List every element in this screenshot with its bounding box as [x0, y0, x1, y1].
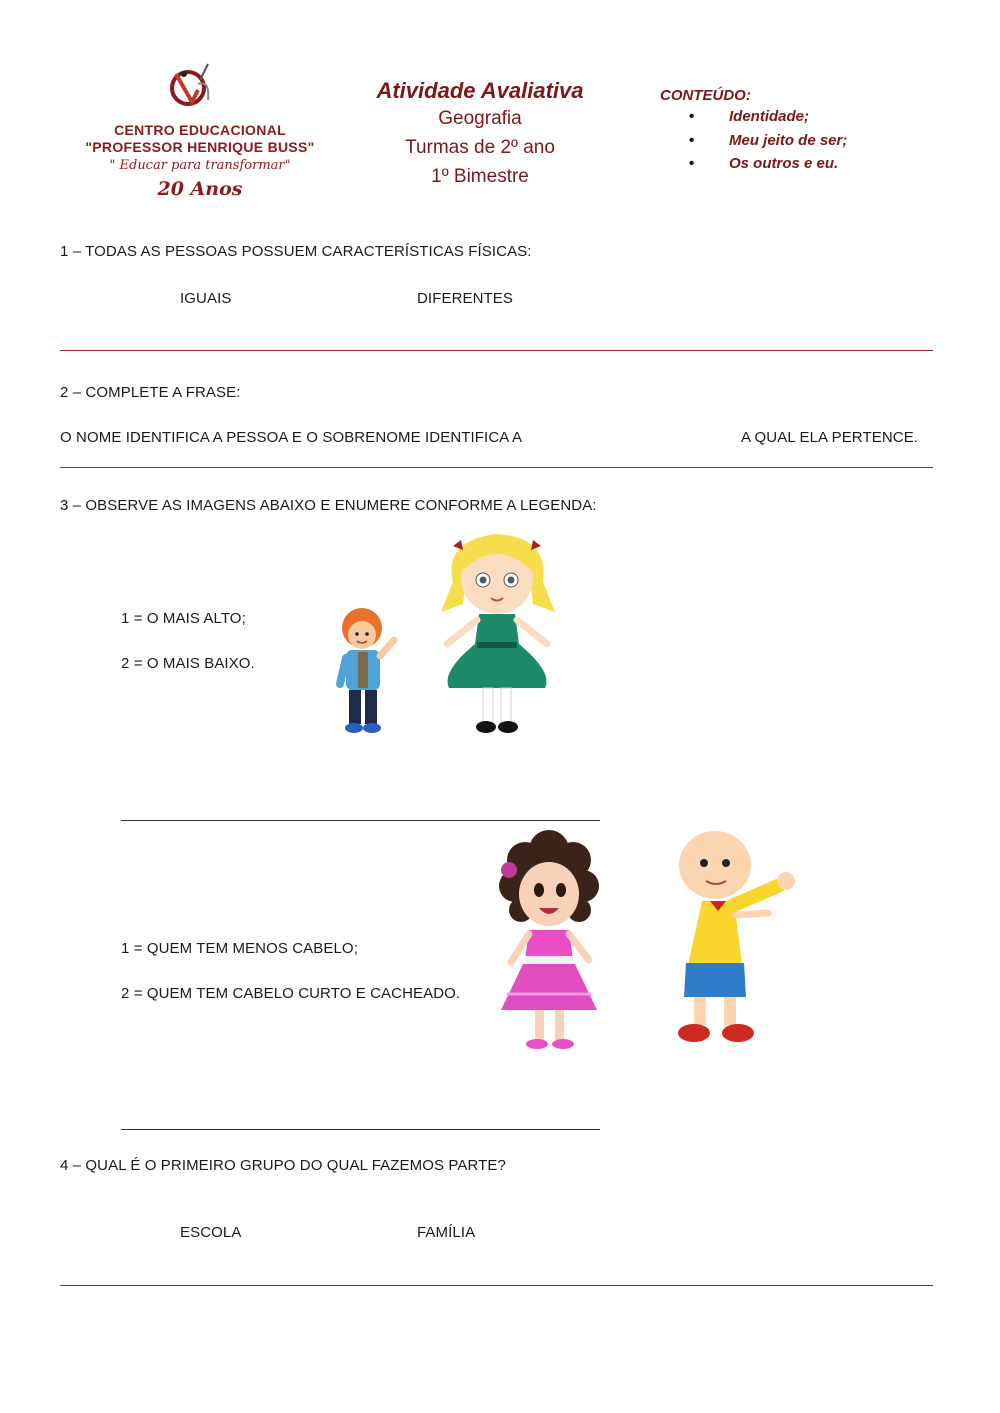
subject: Geografia: [438, 108, 522, 129]
q4-prompt: 4 – QUAL É O PRIMEIRO GRUPO DO QUAL FAZEMOS PARTE?: [60, 1157, 506, 1174]
content-box: [660, 87, 950, 176]
school-motto: " Educar para transformar": [109, 158, 291, 173]
bullet-icon: •: [689, 108, 695, 125]
school-name-line1: CENTRO EDUCACIONAL: [114, 122, 286, 138]
q1-prompt: 1 – TODAS AS PESSOAS POSSUEM CARACTERÍSTICAS FÍSICAS:: [60, 243, 532, 260]
header-center: [340, 78, 620, 191]
bald-boy-illustration: [660, 825, 840, 1055]
divider: [60, 467, 933, 468]
school-name-line2: "PROFESSOR HENRIQUE BUSS": [85, 139, 315, 155]
q3a-answer-line[interactable]: [121, 820, 600, 821]
bullet-icon: •: [689, 131, 695, 149]
grade: Turmas de 2º ano: [405, 137, 555, 158]
q3b-legend-1: 1 = QUEM TEM MENOS CABELO;: [121, 940, 358, 957]
content-item: • Identidade;: [689, 105, 950, 129]
curly-hair-girl-illustration: [485, 830, 610, 1055]
content-item: • Meu jeito de ser;: [689, 129, 950, 153]
q1-option-diferentes[interactable]: DIFERENTES: [417, 290, 514, 307]
q1-option-iguais[interactable]: IGUAIS: [180, 290, 232, 307]
q2-prompt: 2 – COMPLETE A FRASE:: [60, 384, 241, 401]
q3-prompt: 3 – OBSERVE AS IMAGENS ABAIXO E ENUMERE CONFORME A LEGENDA:: [60, 497, 597, 514]
school-anniversary: 20 Anos: [157, 178, 243, 200]
tall-girl-illustration: [433, 522, 563, 744]
q4-option-familia[interactable]: FAMÍLIA: [417, 1224, 476, 1241]
school-emblem-icon: [80, 60, 320, 120]
q4-option-escola[interactable]: ESCOLA: [180, 1224, 242, 1241]
school-logo: [80, 60, 320, 210]
content-item: • Os outros e eu.: [689, 152, 950, 176]
short-boy-illustration: [330, 600, 400, 735]
divider: [60, 1285, 933, 1286]
divider: [60, 350, 933, 351]
q2-sentence-end: A QUAL ELA PERTENCE.: [741, 429, 919, 446]
content-title: CONTEÚDO:: [660, 87, 751, 104]
q3b-answer-line[interactable]: [121, 1129, 600, 1130]
term: 1º Bimestre: [431, 166, 529, 187]
q2-answer-blank[interactable]: [535, 424, 730, 450]
bullet-icon: •: [689, 155, 695, 172]
q3a-legend-1: 1 = O MAIS ALTO;: [121, 610, 246, 627]
page-title: Atividade Avaliativa: [376, 78, 584, 103]
q2-sentence-start: O NOME IDENTIFICA A PESSOA E O SOBRENOME IDENTIFICA A: [60, 429, 523, 446]
q3a-legend-2: 2 = O MAIS BAIXO.: [121, 655, 255, 672]
q3b-legend-2: 2 = QUEM TEM CABELO CURTO E CACHEADO.: [121, 985, 461, 1002]
